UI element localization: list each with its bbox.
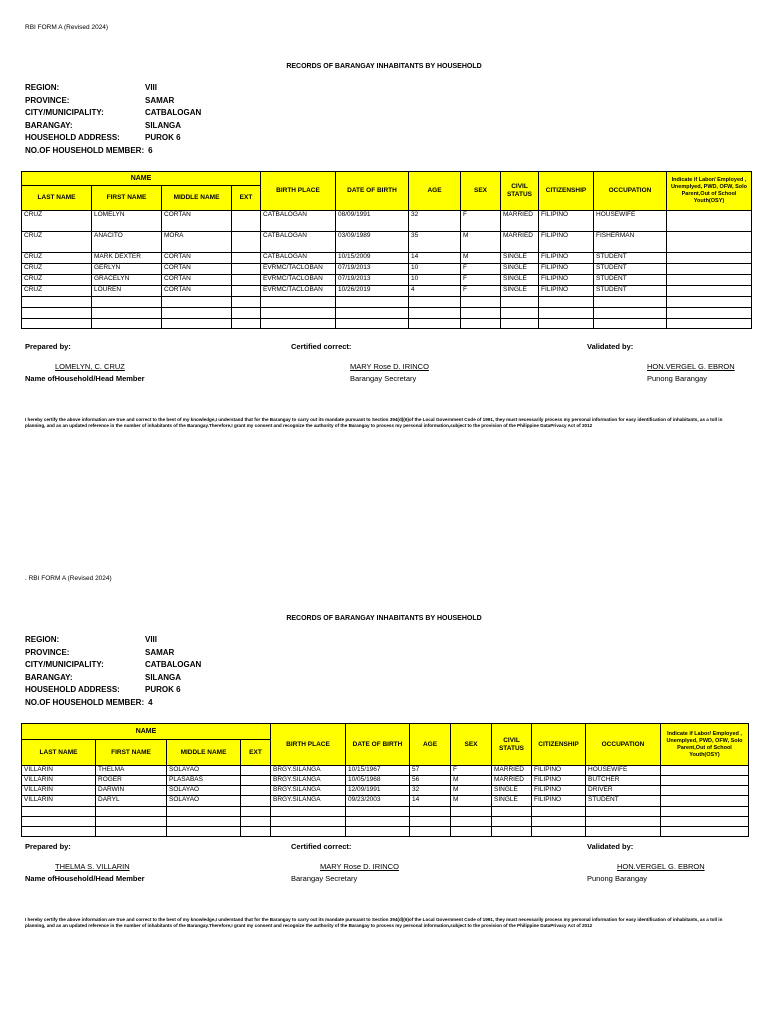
cell: F [461, 275, 501, 286]
cell [336, 319, 409, 329]
cell [667, 286, 752, 297]
cell [232, 308, 261, 319]
cell [232, 253, 261, 264]
table-row [22, 796, 749, 807]
table-row [22, 275, 752, 286]
validated-by-role: Punong Barangay [647, 374, 708, 383]
cell: GERLYN [92, 264, 162, 275]
cell: 10/15/1967 [346, 766, 410, 776]
cell [501, 308, 539, 319]
cell [22, 807, 96, 817]
certified-correct-label: Certified correct: [291, 842, 352, 851]
info-label: HOUSEHOLD ADDRESS: [25, 685, 120, 694]
cell: HOUSEWIFE [594, 211, 667, 232]
info-value: CATBALOGAN [145, 660, 202, 669]
cell [241, 776, 271, 786]
cell: VILLARIN [22, 796, 96, 807]
cell: 07/19/2013 [336, 264, 409, 275]
info-label: PROVINCE: [25, 647, 70, 657]
inhabitants-table [21, 723, 749, 837]
cell: F [461, 264, 501, 275]
prepared-by-role: Name ofHousehold/Head Member [25, 874, 145, 883]
info-value: 4 [148, 697, 153, 707]
info-value: SILANGA [145, 672, 181, 682]
cell [539, 319, 594, 329]
certified-by-name: MARY Rose D. IRINCO [350, 362, 429, 371]
cell: CRUZ [22, 275, 92, 286]
validated-by-label: Validated by: [587, 842, 634, 851]
cell [162, 319, 232, 329]
cell: 35 [409, 232, 461, 253]
cell: CATBALOGAN [261, 211, 336, 232]
cell: 10/15/2009 [336, 253, 409, 264]
cell [586, 817, 661, 827]
age-header: AGE [410, 724, 451, 766]
cell [232, 286, 261, 297]
cell [492, 817, 532, 827]
cell: STUDENT [594, 253, 667, 264]
cell [22, 308, 92, 319]
cell [539, 297, 594, 308]
cell: 12/09/1991 [346, 786, 410, 796]
cell: CATBALOGAN [261, 253, 336, 264]
middle-name-header: MIDDLE NAME [167, 740, 241, 766]
form-code: . RBI FORM A (Revised 2024) [25, 575, 112, 582]
info-label: BARANGAY: [25, 120, 73, 130]
cell [661, 817, 749, 827]
cell: DRIVER [586, 786, 661, 796]
labor-status-header: Indicate if Labor/ Employed , Unemplyed, PWD, OFW, Solo Parent,Out of School Youth(OSY) [667, 172, 752, 211]
prepared-by-label: Prepared by: [25, 342, 71, 351]
info-label: NO.OF HOUSEHOLD MEMBER: 6 [25, 145, 153, 155]
cell [336, 308, 409, 319]
info-value: PUROK 6 [145, 133, 181, 142]
sex-header: SEX [451, 724, 492, 766]
info-label: PROVINCE: [25, 95, 70, 105]
cell [451, 827, 492, 837]
citizenship-header: CITIZENSHIP [532, 724, 586, 766]
cell [410, 817, 451, 827]
cell: CORTAN [162, 264, 232, 275]
cell: BRGY.SILANGA [271, 786, 346, 796]
cell: FILIPINO [539, 211, 594, 232]
cell: BRGY.SILANGA [271, 796, 346, 807]
cell [409, 308, 461, 319]
cell: FILIPINO [539, 275, 594, 286]
cell [22, 827, 96, 837]
info-label: CITY/MUNICIPALITY: [25, 660, 104, 669]
cell [241, 807, 271, 817]
cell [92, 308, 162, 319]
cell: FILIPINO [532, 766, 586, 776]
info-label: HOUSEHOLD ADDRESS: [25, 133, 120, 142]
cell: CRUZ [22, 211, 92, 232]
info-value: SILANGA [145, 120, 181, 130]
table-row [22, 807, 749, 817]
cell: FILIPINO [532, 776, 586, 786]
cell: SINGLE [501, 253, 539, 264]
prepared-by-role: Name ofHousehold/Head Member [25, 374, 145, 383]
cell: VILLARIN [22, 766, 96, 776]
cell [271, 827, 346, 837]
certified-by-role: Barangay Secretary [350, 374, 417, 383]
cell: MORA [162, 232, 232, 253]
cell: MARRIED [492, 776, 532, 786]
cell [661, 796, 749, 807]
cell [22, 319, 92, 329]
name-header: NAME [22, 172, 261, 186]
cell [232, 211, 261, 232]
cell: M [461, 253, 501, 264]
cell [667, 232, 752, 253]
cell [261, 297, 336, 308]
cell: MARRIED [492, 766, 532, 776]
cell [532, 807, 586, 817]
cell [594, 319, 667, 329]
cell: EVRMC/TACLOBAN [261, 264, 336, 275]
cell: MARRIED [501, 211, 539, 232]
cell: PLASABAS [167, 776, 241, 786]
cell: STUDENT [594, 264, 667, 275]
cell [22, 297, 92, 308]
cell [594, 308, 667, 319]
table-row [22, 817, 749, 827]
civil-status-header: CIVIL STATUS [501, 172, 539, 211]
cell [232, 319, 261, 329]
cell: SOLAYAO [167, 786, 241, 796]
info-value: CATBALOGAN [145, 108, 202, 117]
cell: SINGLE [492, 786, 532, 796]
table-row [22, 319, 752, 329]
cell: ANACITO [92, 232, 162, 253]
table-row [22, 232, 752, 253]
ext-header: EXT [241, 740, 271, 766]
cell [532, 827, 586, 837]
cell: 09/23/2003 [346, 796, 410, 807]
table-row [22, 827, 749, 837]
cell [409, 297, 461, 308]
cell [594, 297, 667, 308]
cell: FILIPINO [532, 786, 586, 796]
cell: 10/05/1968 [346, 776, 410, 786]
certification-text: I hereby certify the above information are true and correct to the best of my knowledge,I understand that for the Barangay to carry out its mandate pursuant to Section 394(d)(6)of the Local Government Code of 1991, they must necessarily process my personal information for easy identification of inhabitants, as a toll in planning, and as an updated reference in the number of inhabitants of the Barangay.Therefore,I grant my consent and recognize the authority of the Barangay to process my personal information,subject to the provision of the Philippine DataPrivacy Act of 2012 [25, 417, 723, 428]
cell [661, 776, 749, 786]
cell [232, 232, 261, 253]
cell: CORTAN [162, 253, 232, 264]
cell [451, 807, 492, 817]
cell: SINGLE [501, 275, 539, 286]
cell: FILIPINO [539, 264, 594, 275]
cell [92, 297, 162, 308]
cell: 08/09/1991 [336, 211, 409, 232]
cell [667, 297, 752, 308]
cell [501, 319, 539, 329]
table-row [22, 253, 752, 264]
age-header: AGE [409, 172, 461, 211]
first-name-header: FIRST NAME [92, 186, 162, 211]
cell [241, 766, 271, 776]
cell [162, 297, 232, 308]
birth-place-header: BIRTH PLACE [261, 172, 336, 211]
cell: EVRMC/TACLOBAN [261, 286, 336, 297]
cell: VILLARIN [22, 776, 96, 786]
cell: 32 [409, 211, 461, 232]
table-row [22, 297, 752, 308]
form-code: RBI FORM A (Revised 2024) [25, 24, 109, 31]
validated-by-label: Validated by: [587, 342, 634, 351]
cell: DARWIN [96, 786, 167, 796]
ext-header: EXT [232, 186, 261, 211]
cell: SINGLE [501, 286, 539, 297]
cell: 57 [410, 766, 451, 776]
cell [346, 807, 410, 817]
cell [667, 319, 752, 329]
form-title: RECORDS OF BARANGAY INHABITANTS BY HOUSEHOLD [286, 615, 482, 622]
cell: DARYL [96, 796, 167, 807]
cell [92, 319, 162, 329]
cell [232, 297, 261, 308]
cell: 10 [409, 275, 461, 286]
cell: HOUSEWIFE [586, 766, 661, 776]
cell: F [451, 766, 492, 776]
info-label: CITY/MUNICIPALITY: [25, 108, 104, 117]
prepared-by-name: THELMA S. VILLARIN [55, 862, 130, 871]
form-title: RECORDS OF BARANGAY INHABITANTS BY HOUSEHOLD [286, 63, 482, 70]
inhabitants-table [21, 171, 752, 329]
cell: CATBALOGAN [261, 232, 336, 253]
cell [492, 827, 532, 837]
middle-name-header: MIDDLE NAME [162, 186, 232, 211]
table-row [22, 308, 752, 319]
cell: STUDENT [594, 286, 667, 297]
cell: FILIPINO [539, 232, 594, 253]
certified-by-name: MARY Rose D. IRINCO [320, 862, 399, 871]
cell: CRUZ [22, 232, 92, 253]
date-of-birth-header: DATE OF BIRTH [346, 724, 410, 766]
cell [667, 308, 752, 319]
last-name-header: LAST NAME [22, 186, 92, 211]
cell [501, 297, 539, 308]
cell: BUTCHER [586, 776, 661, 786]
cell [241, 786, 271, 796]
name-header: NAME [22, 724, 271, 740]
sex-header: SEX [461, 172, 501, 211]
cell: CORTAN [162, 275, 232, 286]
info-label: REGION: [25, 83, 60, 92]
birth-place-header: BIRTH PLACE [271, 724, 346, 766]
cell: FILIPINO [532, 796, 586, 807]
info-label: NO.OF HOUSEHOLD MEMBER: 4 [25, 697, 153, 707]
cell: LOUREN [92, 286, 162, 297]
cell [271, 807, 346, 817]
cell [96, 827, 167, 837]
cell: SINGLE [492, 796, 532, 807]
cell [667, 253, 752, 264]
validated-by-name: HON.VERGEL G. EBRON [647, 362, 735, 371]
prepared-by-name: LOMELYN, C. CRUZ [55, 362, 125, 371]
prepared-by-label: Prepared by: [25, 842, 71, 851]
cell [586, 827, 661, 837]
table-row [22, 786, 749, 796]
cell: M [451, 786, 492, 796]
cell [271, 817, 346, 827]
cell: MARRIED [501, 232, 539, 253]
cell [232, 275, 261, 286]
cell: STUDENT [594, 275, 667, 286]
info-value: VIII [145, 635, 158, 644]
cell: FILIPINO [539, 253, 594, 264]
cell: 10 [409, 264, 461, 275]
info-label: BARANGAY: [25, 672, 73, 682]
cell: VILLARIN [22, 786, 96, 796]
table-row [22, 286, 752, 297]
cell [346, 817, 410, 827]
cell: EVRMC/TACLOBAN [261, 275, 336, 286]
certification-text: I hereby certify the above information are true and correct to the best of my knowledge,I understand that for the Barangay to carry out its mandate pursuant to Section 394(d)(6)of the Local Government Code of 1991, they must necessarily process my personal information for easy identification of inhabitants, as a toll in planning, and as an updated reference in the number of inhabitants of the Barangay.Therefore,I grant my consent and recognize the authority of the Barangay to process my personal information,subject to the provision of the Philippine DataPrivacy Act of 2012 [25, 917, 723, 928]
certified-correct-label: Certified correct: [291, 342, 352, 351]
cell [261, 308, 336, 319]
cell [461, 319, 501, 329]
cell: FILIPINO [539, 286, 594, 297]
cell: CRUZ [22, 253, 92, 264]
cell [232, 264, 261, 275]
cell [346, 827, 410, 837]
cell: CORTAN [162, 211, 232, 232]
cell: STUDENT [586, 796, 661, 807]
info-value: SAMAR [145, 647, 175, 657]
cell [661, 766, 749, 776]
cell [96, 817, 167, 827]
info-value: PUROK 6 [145, 685, 181, 694]
table-row [22, 211, 752, 232]
cell: F [461, 286, 501, 297]
date-of-birth-header: DATE OF BIRTH [336, 172, 409, 211]
cell: MARK DEXTER [92, 253, 162, 264]
info-value: SAMAR [145, 95, 175, 105]
cell [410, 827, 451, 837]
cell: BRGY.SILANGA [271, 776, 346, 786]
validated-by-name: HON.VERGEL G. EBRON [617, 862, 705, 871]
cell: CRUZ [22, 286, 92, 297]
cell [461, 308, 501, 319]
cell [661, 827, 749, 837]
cell [410, 807, 451, 817]
cell: BRGY.SILANGA [271, 766, 346, 776]
info-label: REGION: [25, 635, 60, 644]
cell [241, 827, 271, 837]
cell [451, 817, 492, 827]
cell [167, 817, 241, 827]
cell [336, 297, 409, 308]
cell [162, 308, 232, 319]
cell [667, 264, 752, 275]
cell [167, 827, 241, 837]
cell [661, 807, 749, 817]
cell [241, 817, 271, 827]
cell: 14 [409, 253, 461, 264]
cell: M [461, 232, 501, 253]
cell [532, 817, 586, 827]
cell [167, 807, 241, 817]
citizenship-header: CITIZENSHIP [539, 172, 594, 211]
validated-by-role: Punong Barangay [587, 874, 648, 883]
cell [667, 211, 752, 232]
cell: LOMELYN [92, 211, 162, 232]
info-value: 6 [148, 145, 153, 155]
cell: SOLAYAO [167, 766, 241, 776]
table-row [22, 766, 749, 776]
cell [667, 275, 752, 286]
cell [661, 786, 749, 796]
cell [492, 807, 532, 817]
cell: SINGLE [501, 264, 539, 275]
cell: 14 [410, 796, 451, 807]
cell: 10/26/2019 [336, 286, 409, 297]
cell [586, 807, 661, 817]
cell [96, 807, 167, 817]
civil-status-header: CIVIL STATUS [492, 724, 532, 766]
cell [461, 297, 501, 308]
cell: CRUZ [22, 264, 92, 275]
labor-status-header: Indicate if Labor/ Employed , Unemplyed, PWD, OFW, Solo Parent,Out of School Youth(OSY) [661, 724, 749, 766]
cell: 4 [409, 286, 461, 297]
table-row [22, 264, 752, 275]
cell: GRACELYN [92, 275, 162, 286]
cell: M [451, 796, 492, 807]
cell: 03/09/1989 [336, 232, 409, 253]
info-value: VIII [145, 83, 158, 92]
cell: M [451, 776, 492, 786]
certified-by-role: Barangay Secretary [291, 874, 358, 883]
cell: ROGER [96, 776, 167, 786]
cell [241, 796, 271, 807]
cell: CORTAN [162, 286, 232, 297]
cell: THELMA [96, 766, 167, 776]
cell: 07/19/2013 [336, 275, 409, 286]
occupation-header: OCCUPATION [594, 172, 667, 211]
cell [539, 308, 594, 319]
cell [409, 319, 461, 329]
occupation-header: OCCUPATION [586, 724, 661, 766]
last-name-header: LAST NAME [22, 740, 96, 766]
cell: 56 [410, 776, 451, 786]
cell: SOLAYAO [167, 796, 241, 807]
cell [261, 319, 336, 329]
cell [22, 817, 96, 827]
table-row [22, 776, 749, 786]
first-name-header: FIRST NAME [96, 740, 167, 766]
cell: F [461, 211, 501, 232]
cell: 32 [410, 786, 451, 796]
cell: FISHERMAN [594, 232, 667, 253]
